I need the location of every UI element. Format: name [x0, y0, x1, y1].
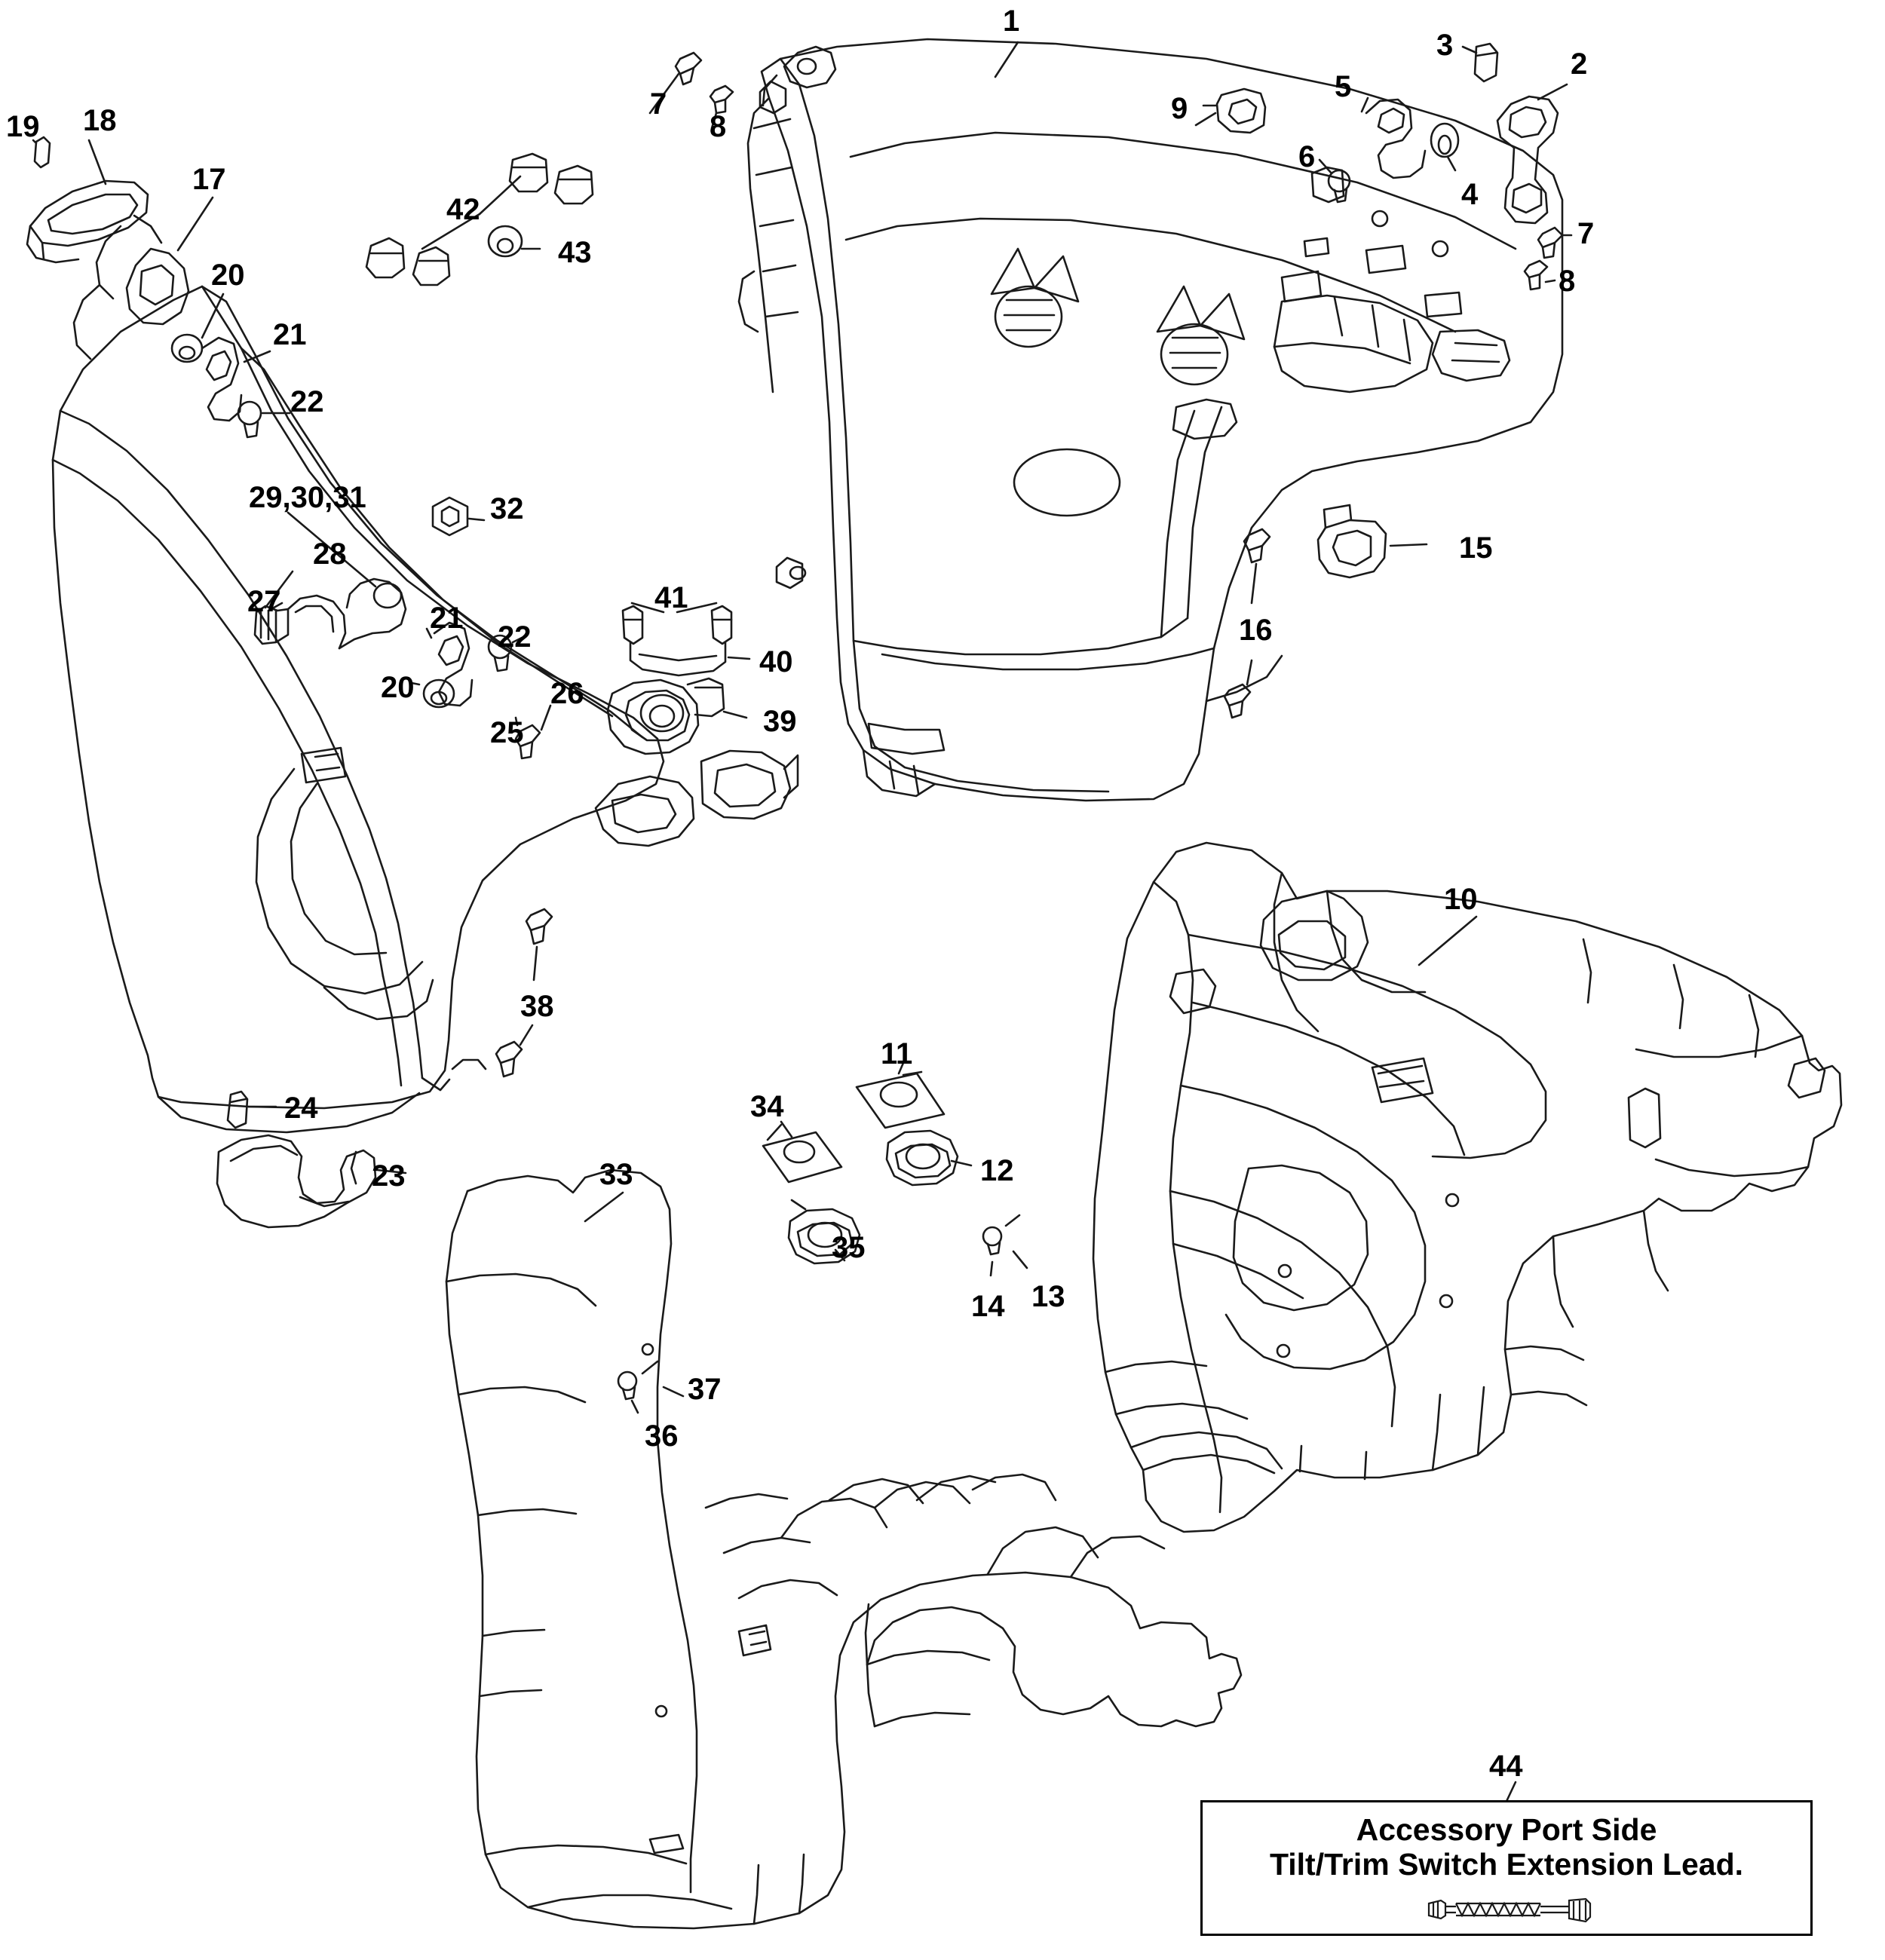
callout-43: 43 — [558, 236, 592, 269]
callout-25: 25 — [490, 716, 524, 749]
callout-15: 15 — [1459, 531, 1493, 565]
callout-37: 37 — [688, 1373, 722, 1406]
callout-22-upper: 22 — [290, 385, 324, 418]
note-line-2: Tilt/Trim Switch Extension Lead. — [1269, 1846, 1744, 1882]
callout-19: 19 — [6, 110, 40, 143]
callout-4: 4 — [1461, 178, 1479, 211]
callout-32: 32 — [490, 492, 524, 525]
callout-1: 1 — [1003, 5, 1020, 38]
cable-illustration — [1203, 1893, 1810, 1928]
callout-33: 33 — [599, 1158, 633, 1191]
callout-10: 10 — [1444, 883, 1478, 916]
callout-29-30-31: 29,30,31 — [249, 481, 366, 514]
callout-39: 39 — [763, 705, 797, 738]
callout-8-top: 8 — [710, 110, 727, 143]
callout-38: 38 — [520, 990, 554, 1023]
callout-5: 5 — [1335, 70, 1352, 103]
callout-12: 12 — [980, 1154, 1014, 1187]
callout-9: 9 — [1171, 92, 1188, 125]
callout-20-upper: 20 — [211, 259, 245, 292]
callout-13: 13 — [1031, 1280, 1065, 1313]
note-box-44 — [1200, 1800, 1813, 1936]
callout-27: 27 — [247, 585, 281, 618]
callout-44: 44 — [1489, 1750, 1523, 1783]
callout-17: 17 — [192, 163, 226, 196]
callout-14: 14 — [971, 1290, 1005, 1323]
callout-40: 40 — [759, 645, 793, 678]
callout-8-right: 8 — [1559, 265, 1576, 298]
callout-26: 26 — [550, 677, 584, 710]
callout-2: 2 — [1571, 47, 1588, 81]
callout-22-lower: 22 — [498, 620, 532, 654]
callout-28: 28 — [313, 537, 347, 571]
callout-7-right: 7 — [1577, 217, 1595, 250]
callout-21-upper: 21 — [273, 318, 307, 351]
callout-18: 18 — [83, 104, 117, 137]
callout-23: 23 — [372, 1159, 406, 1193]
callout-36: 36 — [645, 1419, 679, 1453]
callout-16: 16 — [1239, 614, 1273, 647]
note-line-1: Accessory Port Side — [1356, 1812, 1657, 1847]
callout-6: 6 — [1298, 140, 1316, 173]
callout-41: 41 — [654, 581, 688, 614]
callout-3: 3 — [1436, 29, 1454, 62]
callout-35: 35 — [832, 1231, 866, 1264]
callout-7-top: 7 — [650, 87, 667, 121]
callout-42: 42 — [446, 193, 480, 226]
callout-24: 24 — [284, 1092, 318, 1125]
callout-11: 11 — [881, 1037, 913, 1070]
callout-20-lower: 20 — [381, 671, 415, 704]
callout-34: 34 — [750, 1090, 784, 1123]
callout-21-lower: 21 — [430, 602, 464, 635]
